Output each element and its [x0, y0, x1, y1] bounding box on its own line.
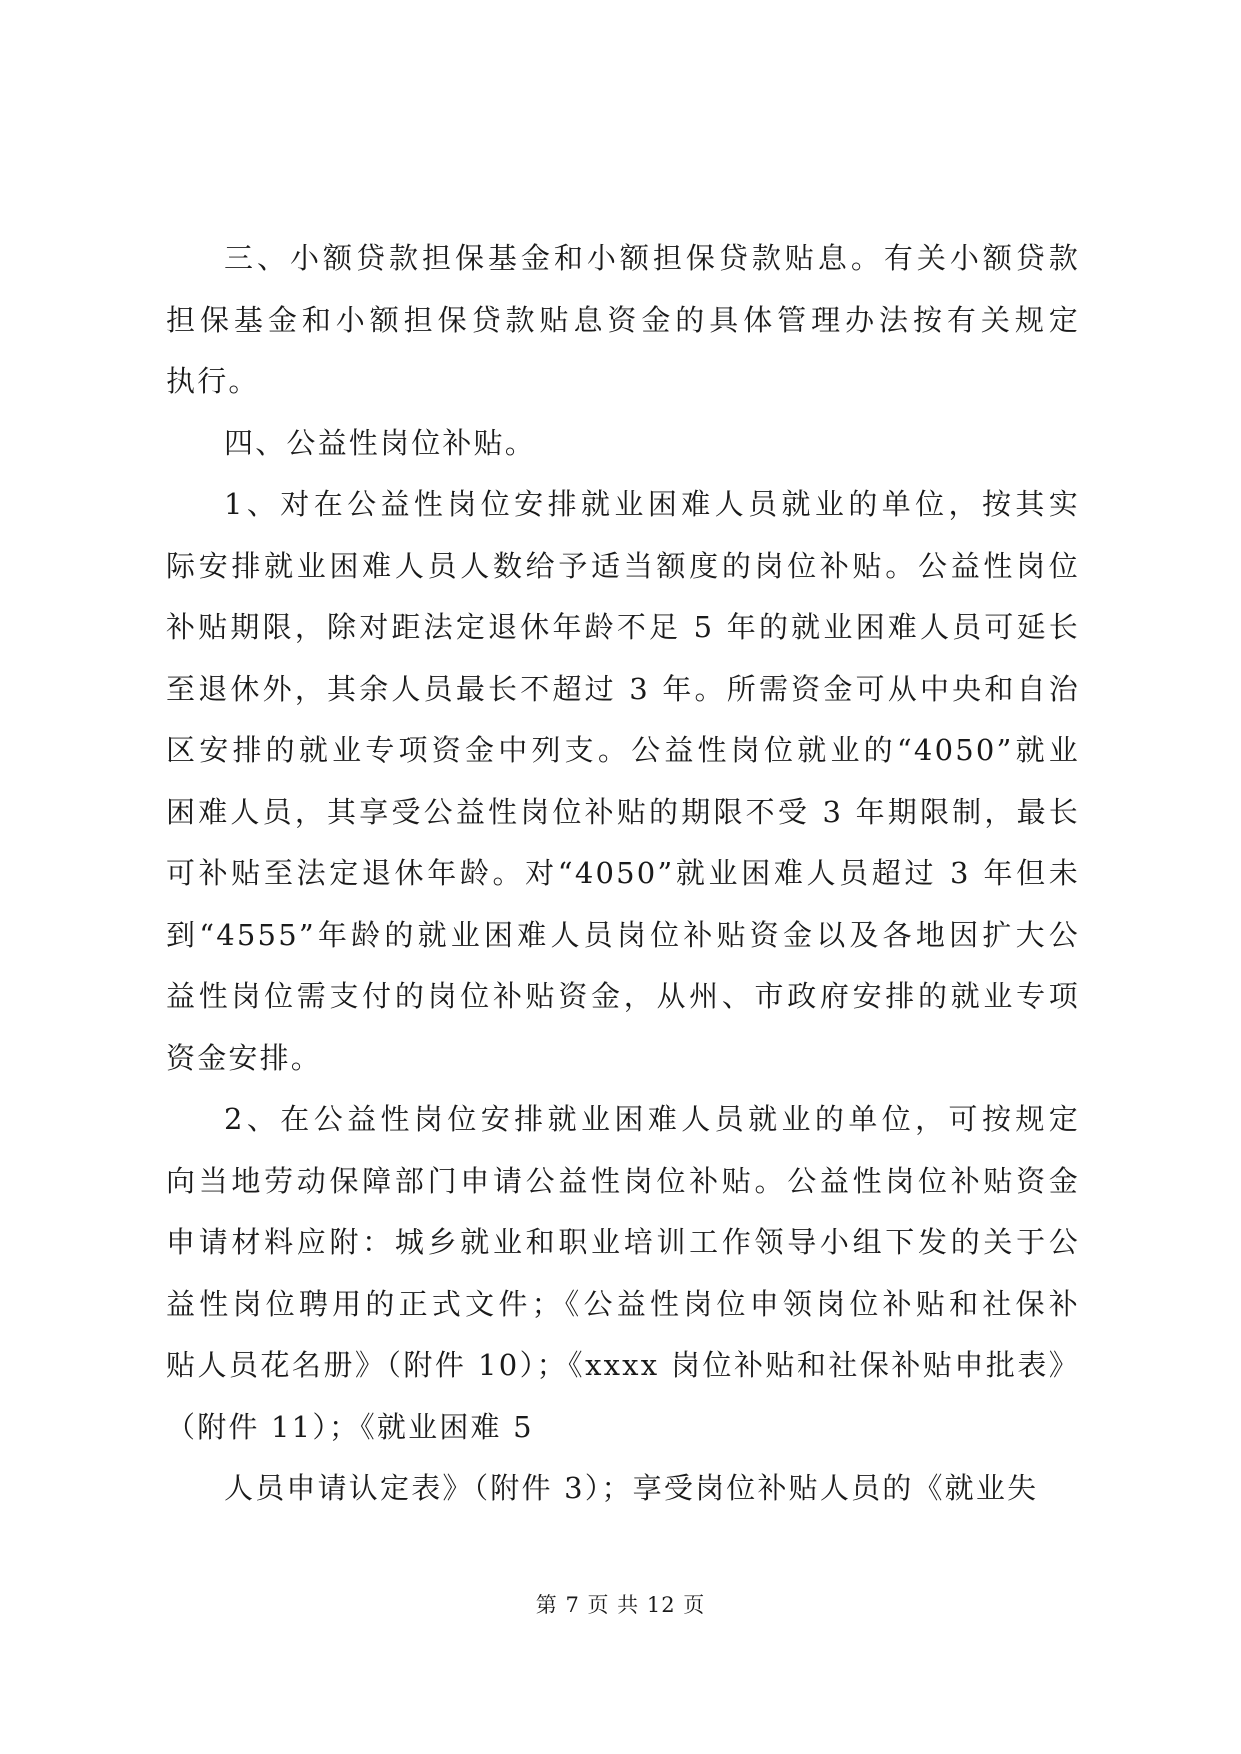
text-line: 区安排的就业专项资金中列支。公益性岗位就业的“4050”就业	[166, 733, 1080, 767]
text-line: 可补贴至法定退休年龄。对“4050”就业困难人员超过 3 年但未	[166, 856, 1080, 890]
body-text	[166, 228, 1080, 1520]
text-line: 1、对在公益性岗位安排就业困难人员就业的单位，按其实	[224, 487, 1080, 521]
section-heading: 四、公益性岗位补贴。	[224, 425, 537, 460]
page-number-footer: 第 7 页 共 12 页	[535, 1593, 706, 1617]
text-line: 益性岗位需支付的岗位补贴资金，从州、市政府安排的就业专项	[166, 979, 1080, 1013]
text-line: 三、小额贷款担保基金和小额担保贷款贴息。有关小额贷款	[224, 241, 1080, 275]
text-line: 际安排就业困难人员人数给予适当额度的岗位补贴。公益性岗位	[166, 548, 1080, 583]
text-line: 资金安排。	[166, 1040, 323, 1075]
text-line: 担保基金和小额担保贷款贴息资金的具体管理办法按有关规定	[166, 302, 1080, 337]
text-line: 补贴期限，除对距法定退休年龄不足 5 年的就业困难人员可延长	[166, 610, 1080, 644]
text-line: 至退休外，其余人员最长不超过 3 年。所需资金可从中央和自治	[166, 671, 1080, 706]
text-line: 向当地劳动保障部门申请公益性岗位补贴。公益性岗位补贴资金	[166, 1163, 1080, 1198]
text-line: （附件 11）；《就业困难 5	[166, 1409, 534, 1444]
text-line: 贴人员花名册》（附件 10）；《xxxx 岗位补贴和社保补贴申批表》	[166, 1348, 1080, 1382]
text-line: 执行。	[166, 364, 260, 398]
text-line: 益性岗位聘用的正式文件；《公益性岗位申领岗位补贴和社保补	[166, 1286, 1080, 1321]
text-line: 到“4555”年龄的就业困难人员岗位补贴资金以及各地因扩大公	[166, 917, 1080, 952]
text-line: 2、在公益性岗位安排就业困难人员就业的单位，可按规定	[224, 1102, 1080, 1136]
text-line: 困难人员，其享受公益性岗位补贴的期限不受 3 年期限制，最长	[166, 794, 1080, 829]
text-line: 申请材料应附：城乡就业和职业培训工作领导小组下发的关于公	[166, 1225, 1080, 1259]
text-line: 人员申请认定表》（附件 3）；享受岗位补贴人员的《就业失	[224, 1471, 1039, 1505]
